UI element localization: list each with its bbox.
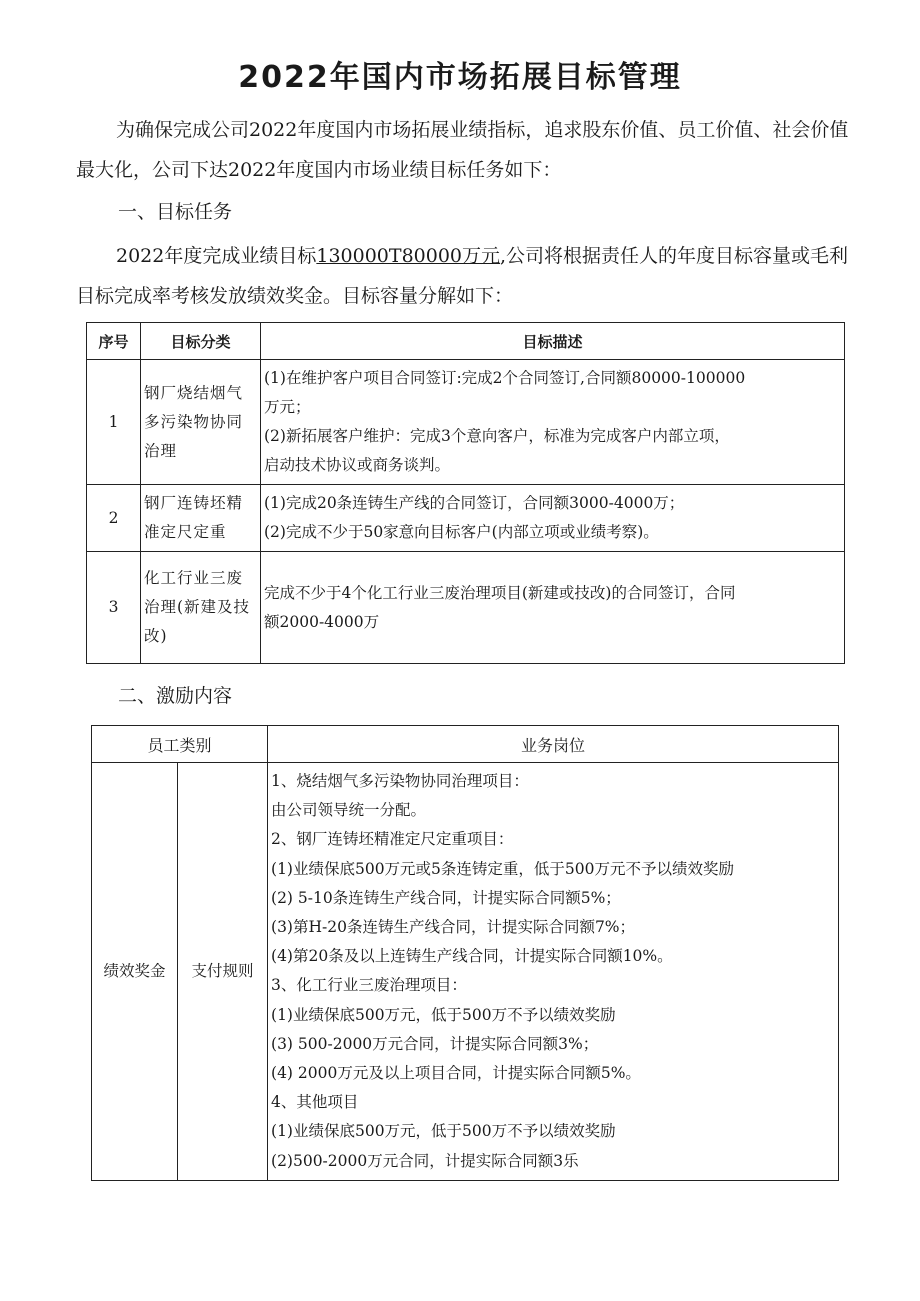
description-line: (1)完成20条连铸生产线的合同签订，合同额3000-4000万； (264, 494, 685, 512)
header-category: 目标分类 (141, 323, 261, 360)
description-line: 启动技术协议或商务谈判。 (264, 456, 451, 474)
row-category: 钢厂烧结烟气多污染物协同治理 (141, 360, 261, 485)
rule-line: (1)业绩保底500万元，低于500万不予以绩效奖励 (271, 1005, 616, 1024)
rule-line: (2) 5-10条连铸生产线合同，计提实际合同额5%； (271, 888, 621, 907)
rule-line: 由公司领导统一分配。 (271, 801, 427, 820)
row-no: 1 (87, 360, 141, 485)
row-no: 3 (87, 552, 141, 664)
rule-line: (1)业绩保底500万元，低于500万不予以绩效奖励 (271, 1122, 616, 1141)
description-line: (2)完成不少于50家意向目标客户(内部立项或业绩考察)。 (264, 523, 659, 541)
table-row (87, 485, 845, 552)
rule-line: 4、其他项目 (271, 1093, 359, 1112)
row-description (261, 552, 845, 664)
target-text-after: ,公司将根据责任人的年度目标容量或毛利目标完成率考核发放绩效奖金。目标容量分解如下： (76, 245, 849, 307)
rules-content (268, 763, 839, 1181)
header-employee-type: 员工类别 (92, 726, 268, 763)
header-no: 序号 (87, 323, 141, 360)
header-description: 目标描述 (261, 323, 845, 360)
intro-paragraph: 为确保完成公司2022年度国内市场拓展业绩指标，追求股东价值、员工价值、社会价值最大化，公司下达2022年度国内市场业绩目标任务如下： (76, 119, 849, 181)
target-text-before: 2022年度完成业绩目标 (116, 245, 317, 267)
incentive-table-header (92, 726, 839, 763)
description-line: 万元； (264, 398, 311, 416)
description-line: 完成不少于4个化工行业三废治理项目(新建或技改)的合同签订，合同 (264, 583, 736, 602)
incentive-table (91, 725, 839, 1181)
table-row (92, 763, 839, 1181)
target-table (86, 322, 845, 664)
row-category: 化工行业三废治理(新建及技改) (141, 552, 261, 664)
row-category: 钢厂连铸坯精准定尺定重 (141, 485, 261, 552)
section1-heading: 一、目标任务 (118, 201, 233, 223)
rule-line: (1)业绩保底500万元或5条连铸定重，低于500万元不予以绩效奖励 (271, 859, 735, 878)
rule-line: 1、烧结烟气多污染物协同治理项目： (271, 772, 529, 790)
table-row (87, 552, 845, 664)
rule-line: (3)第H-20条连铸生产线合同，计提实际合同额7%； (271, 918, 636, 937)
target-paragraph (76, 236, 858, 316)
header-business-position: 业务岗位 (268, 726, 839, 763)
row-description (261, 360, 845, 485)
target-table-header (87, 323, 845, 360)
document-title: 2022年国内市场拓展目标管理 (238, 60, 682, 95)
rule-line: (4)第20条及以上连铸生产线合同，计提实际合同额10%。 (271, 947, 673, 966)
rule-line: (4) 2000万元及以上项目合同，计提实际合同额5%。 (271, 1064, 641, 1083)
section2-heading: 二、激励内容 (118, 685, 233, 707)
rule-line: 2、钢厂连铸坯精准定尺定重项目： (271, 830, 514, 849)
bonus-cell: 绩效奖金 (92, 763, 178, 1181)
row-description (261, 485, 845, 552)
description-line: 额2000-4000万 (264, 612, 380, 631)
description-line: (2)新拓展客户维护：完成3个意向客户，标准为完成客户内部立项， (264, 427, 730, 445)
table-row (87, 360, 845, 485)
rule-line: (2)500-2000万元合同，计提实际合同额3乐 (271, 1151, 579, 1170)
rule-line: (3) 500-2000万元合同，计提实际合同额3%； (271, 1034, 599, 1053)
payment-rules-cell: 支付规则 (178, 763, 268, 1181)
description-line: (1)在维护客户项目合同签订:完成2个合同签订,合同额80000-100000 (264, 369, 746, 387)
target-amount: 130000T80000万元 (316, 245, 501, 267)
row-no: 2 (87, 485, 141, 552)
rule-line: 3、化工行业三废治理项目： (271, 976, 467, 995)
